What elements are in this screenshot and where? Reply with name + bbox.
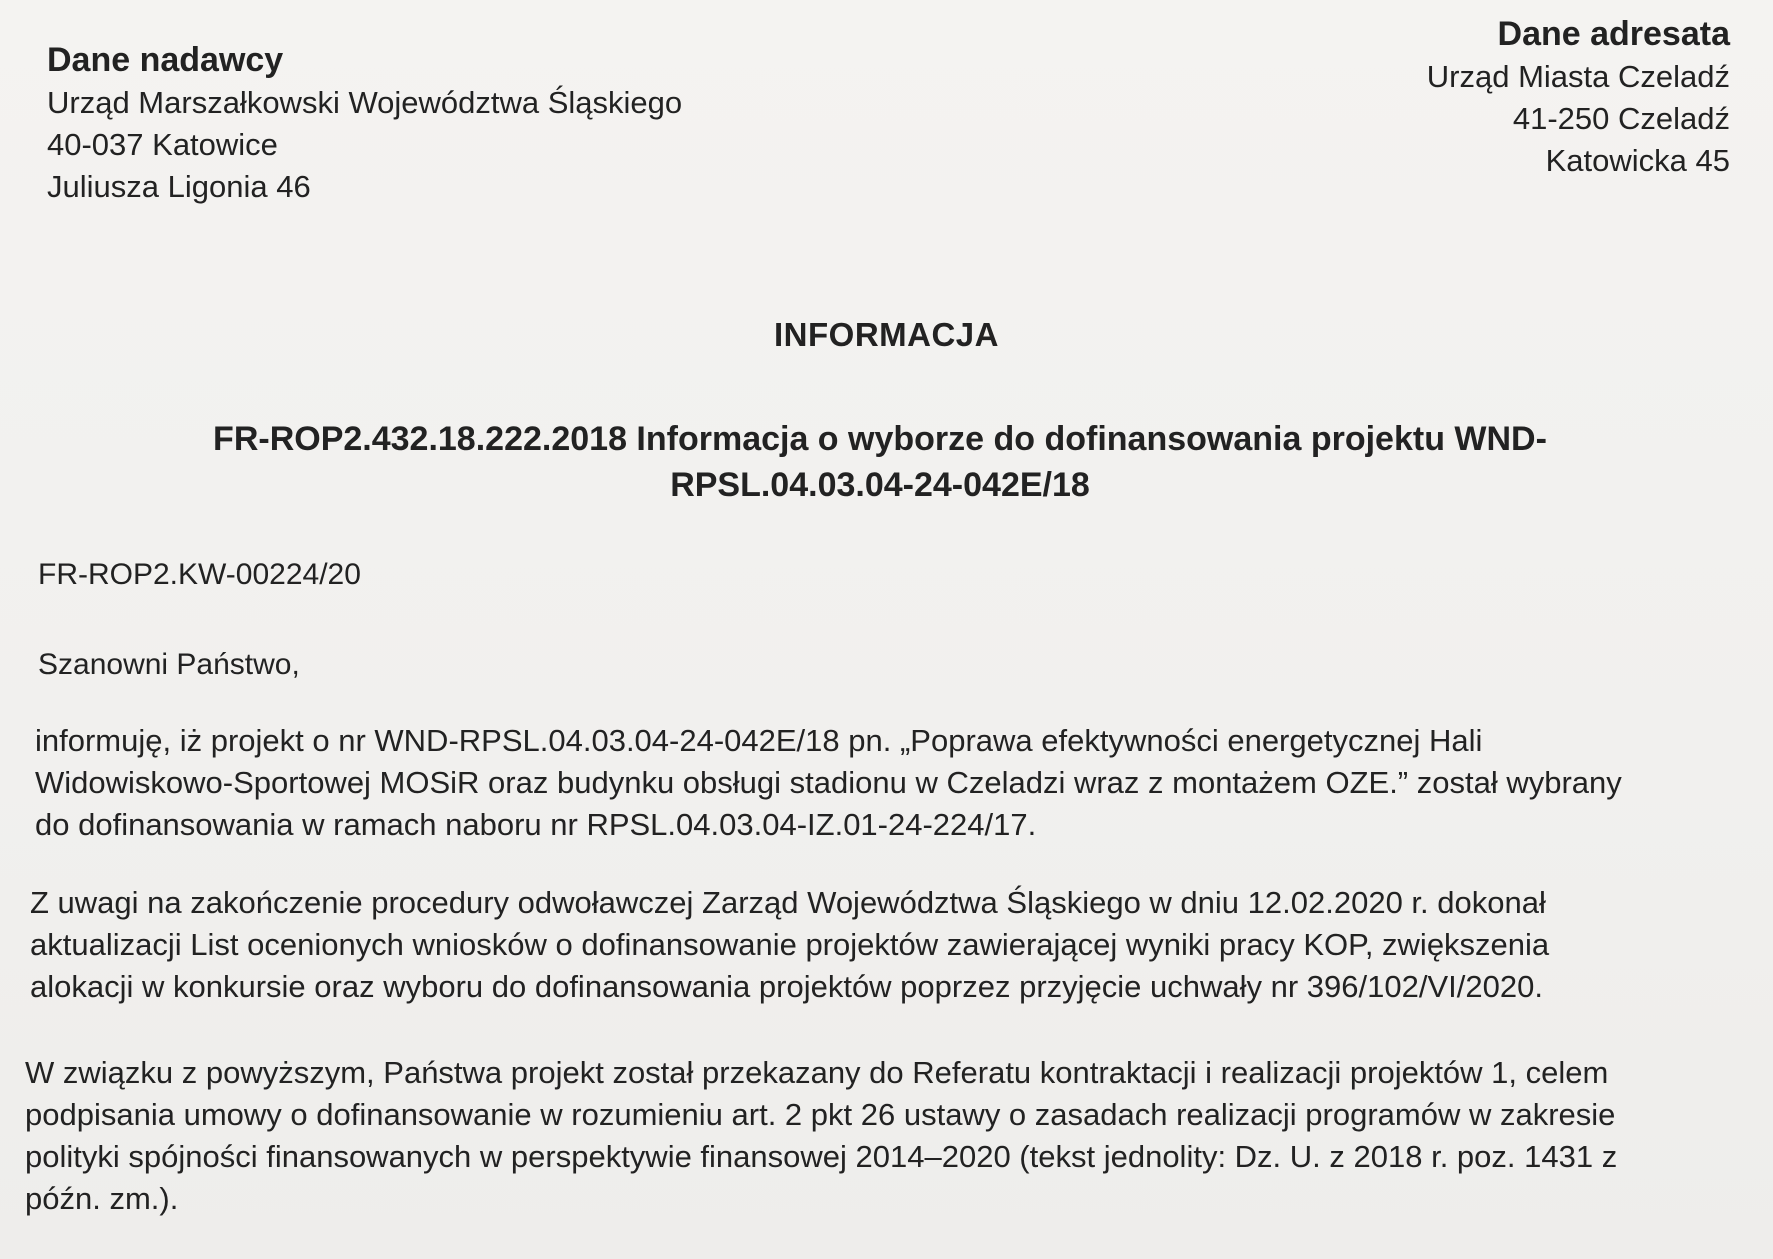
paragraph-line: Z uwagi na zakończenie procedury odwoławczej Zarząd Województwa Śląskiego w dniu 12.02.2020 r. dokonał [30, 885, 1546, 920]
recipient-block [1427, 12, 1730, 182]
paragraph-1 [35, 720, 1745, 846]
paragraph-line: W związku z powyższym, Państwa projekt został przekazany do Referatu kontraktacji i realizacji projektów 1, celem [25, 1055, 1609, 1090]
paragraph-3 [25, 1052, 1735, 1220]
paragraph-line: alokacji w konkursie oraz wyboru do dofinansowania projektów poprzez przyjęcie uchwały nr 396/102/VI/2020. [30, 969, 1543, 1004]
paragraph-2 [30, 882, 1740, 1008]
paragraph-line: aktualizacji List ocenionych wniosków o dofinansowanie projektów zawierającej wyniki pracy KOP, zwiększenia [30, 927, 1550, 962]
recipient-line: Urząd Miasta Czeladź [1426, 59, 1730, 94]
subject-line: FR-ROP2.432.18.222.2018 Informacja o wyborze do dofinansowania projektu WND- [213, 420, 1547, 458]
paragraph-line: Widowiskowo-Sportowej MOSiR oraz budynku obsługi stadionu w Czeladzi wraz z montażem OZE.” został wybrany [35, 765, 1622, 800]
paragraph-line: informuję, iż projekt o nr WND-RPSL.04.03.04-24-042E/18 pn. „Poprawa efektywności energetycznej Hali [35, 723, 1483, 758]
greeting: Szanowni Państwo, [38, 648, 300, 681]
recipient-line: 41-250 Czeladź [1512, 101, 1730, 136]
sender-heading: Dane nadawcy [47, 41, 284, 79]
document-title: INFORMACJA [774, 316, 999, 353]
paragraph-line: polityki spójności finansowanych w perspektywie finansowej 2014–2020 (tekst jednolity: Dz. U. z 2018 r. poz. 1431 z [25, 1139, 1618, 1174]
sender-line: Juliusza Ligonia 46 [47, 169, 311, 204]
paragraph-line: do dofinansowania w ramach naboru nr RPSL.04.03.04-IZ.01-24-224/17. [35, 807, 1037, 842]
paragraph-line: późn. zm.). [25, 1181, 179, 1216]
reference-number: FR-ROP2.KW-00224/20 [38, 558, 361, 591]
subject-heading [120, 416, 1640, 508]
recipient-heading: Dane adresata [1497, 15, 1730, 53]
sender-line: 40-037 Katowice [47, 127, 278, 162]
subject-line: RPSL.04.03.04-24-042E/18 [670, 466, 1090, 504]
paragraph-line: podpisania umowy o dofinansowanie w rozumieniu art. 2 pkt 26 ustawy o zasadach realizacji programów w zakresie [25, 1097, 1616, 1132]
recipient-line: Katowicka 45 [1545, 143, 1730, 178]
sender-line: Urząd Marszałkowski Województwa Śląskiego [47, 85, 683, 120]
sender-block [47, 38, 682, 208]
